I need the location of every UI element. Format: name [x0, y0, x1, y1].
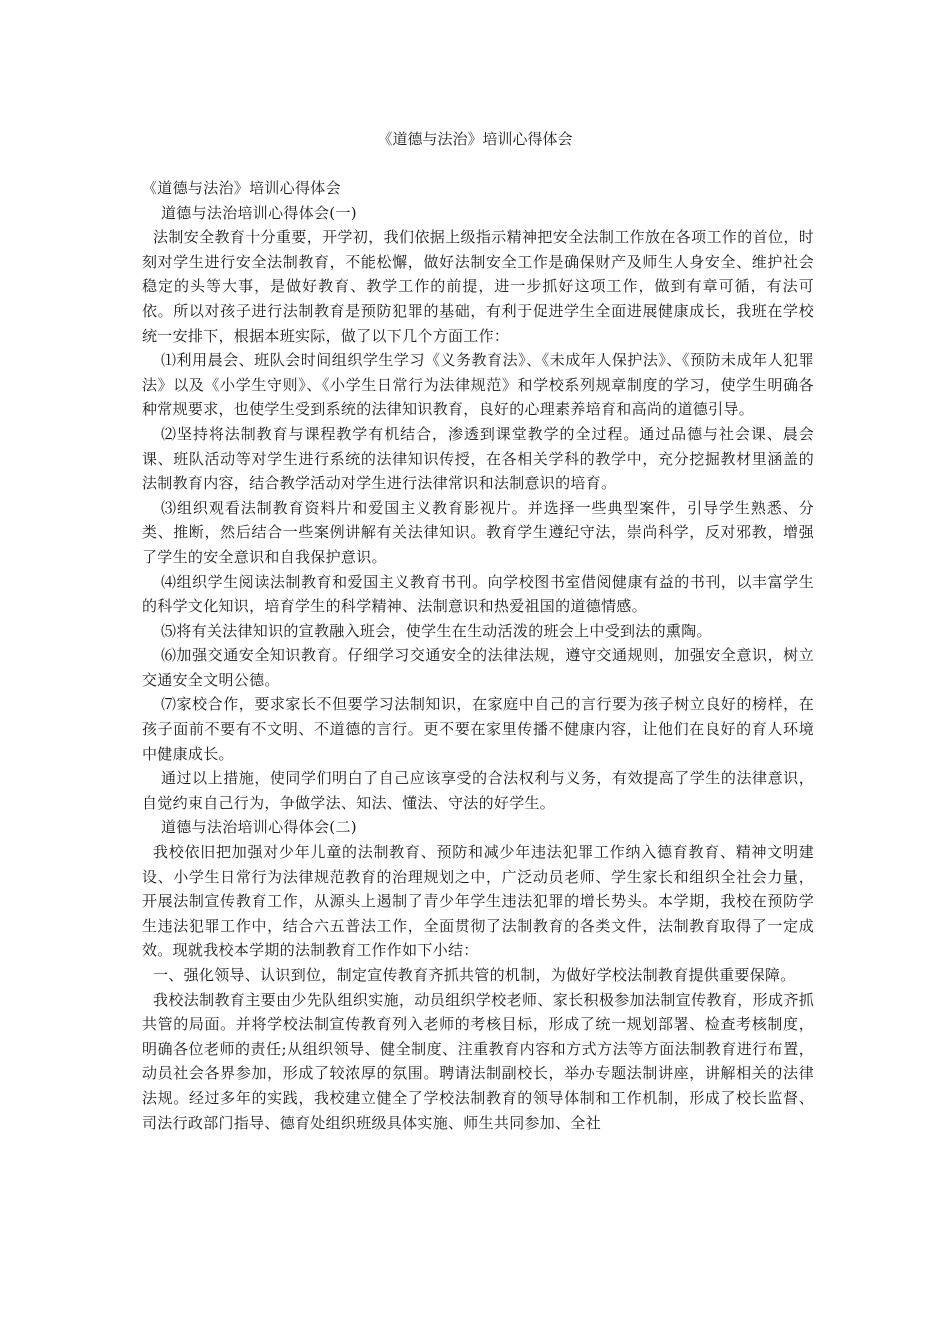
- list-item: ⑺家校合作，要求家长不但要学习法制知识，在家庭中自己的言行要为孩子树立良好的榜样，在孩子面前不要有不文明、不道德的言行。更不要在家里传播不健康内容，让他们在良好的育人环境中健康成长。: [142, 695, 814, 763]
- paragraph: 通过以上措施，使同学们明白了自己应该享受的合法权利与义务，有效提高了学生的法律意识，自觉约束自己行为，争做学法、知法、懂法、守法的好学生。: [142, 769, 814, 812]
- paragraph: 我校依旧把加强对少年儿童的法制教育、预防和减少年违法犯罪工作纳入德育教育、精神文明建设、小学生日常行为法律规范教育的治理规划之中，广泛动员老师、学生家长和组织全社会力量，开展法制宣传教育工作，从源头上遏制了青少年学生违法犯罪的增长势头。本学期，我校在预防学生违法犯罪工作中，结合六五普法工作，全面贯彻了法制教育的各类文件，法制教育取得了一定成效。现就我校本学期的法制教育工作作如下小结：: [142, 843, 814, 960]
- list-item: ⑴利用晨会、班队会时间组织学生学习《义务教育法》、《未成年人保护法》、《预防未成年人犯罪法》以及《小学生守则》、《小学生日常行为法律规范》和学校系列规章制度的学习，使学生明确各种常规要求，也使学生受到系统的法律知识教育，良好的心理素养培育和高尚的道德引导。: [142, 351, 814, 419]
- section-heading-1: 道德与法治培训心得体会(一): [161, 203, 357, 222]
- paragraph: 法制安全教育十分重要，开学初，我们依据上级指示精神把安全法制工作放在各项工作的首位，时刻对学生进行安全法制教育，不能松懈，做好法制安全工作是确保财产及师生人身安全、维护社会稳定的头等大事，是做好教育、教学工作的前提，进一步抓好这项工作，做到有章可循，有法可依。所以对孩子进行法制教育是预防犯罪的基础，有利于促进学生全面进展健康成长，我班在学校统一安排下，根据本班实际，做了以下几个方面工作：: [142, 228, 814, 345]
- paragraph: 一、强化领导、认识到位，制定宣传教育齐抓共管的机制，为做好学校法制教育提供重要保障。: [153, 966, 796, 984]
- list-item: ⑷组织学生阅读法制教育和爱国主义教育书刊。向学校图书室借阅健康有益的书刊，以丰富学生的科学文化知识，培育学生的科学精神、法制意识和热爱祖国的道德情感。: [142, 572, 814, 616]
- list-item: ⑸将有关法律知识的宣教融入班会，使学生在生动活泼的班会上中受到法的熏陶。: [161, 621, 712, 640]
- list-item: ⑶组织观看法制教育资料片和爱国主义教育影视片。并选择一些典型案件，引导学生熟悉、分类、推断，然后结合一些案例讲解有关法律知识。教育学生遵纪守法，崇尚科学，反对邪教，增强了学生的安全意识和自我保护意识。: [142, 498, 814, 566]
- paragraph: 我校法制教育主要由少先队组织实施，动员组织学校老师、家长积极参加法制宣传教育，形成齐抓共管的局面。并将学校法制宣传教育列入老师的考核目标，形成了统一规划部署、检查考核制度，明确各位老师的责任;从组织领导、健全制度、注重教育内容和方式方法等方面法制教育进行布置，动员社会各界参加，形成了较浓厚的氛围。聘请法制副校长，举办专题法制讲座，讲解相关的法律法规。经过多年的实践，我校建立健全了学校法制教育的领导体制和工作机制，形成了校长监督、司法行政部门指导、德育处组织班级具体实施、师生共同参加、全社: [142, 990, 814, 1132]
- list-item: ⑹加强交通安全知识教育。仔细学习交通安全的法律法规，遵守交通规则，加强安全意识，树立交通安全文明公德。: [142, 646, 814, 689]
- document-title: 《道德与法治》培训心得体会: [377, 130, 573, 148]
- paragraph-heading: 《道德与法治》培训心得体会: [142, 179, 341, 197]
- section-heading-2: 道德与法治培训心得体会(二): [161, 818, 357, 837]
- document-body: [142, 176, 814, 1135]
- list-item: ⑵坚持将法制教育与课程教学有机结合，渗透到课堂教学的全过程。通过品德与社会课、晨会课、班队活动等对学生进行系统的法律知识传授，在各相关学科的教学中，充分挖掘教材里涵盖的法制教育内容，结合教学活动对学生进行法律常识和法制意识的培育。: [142, 424, 814, 493]
